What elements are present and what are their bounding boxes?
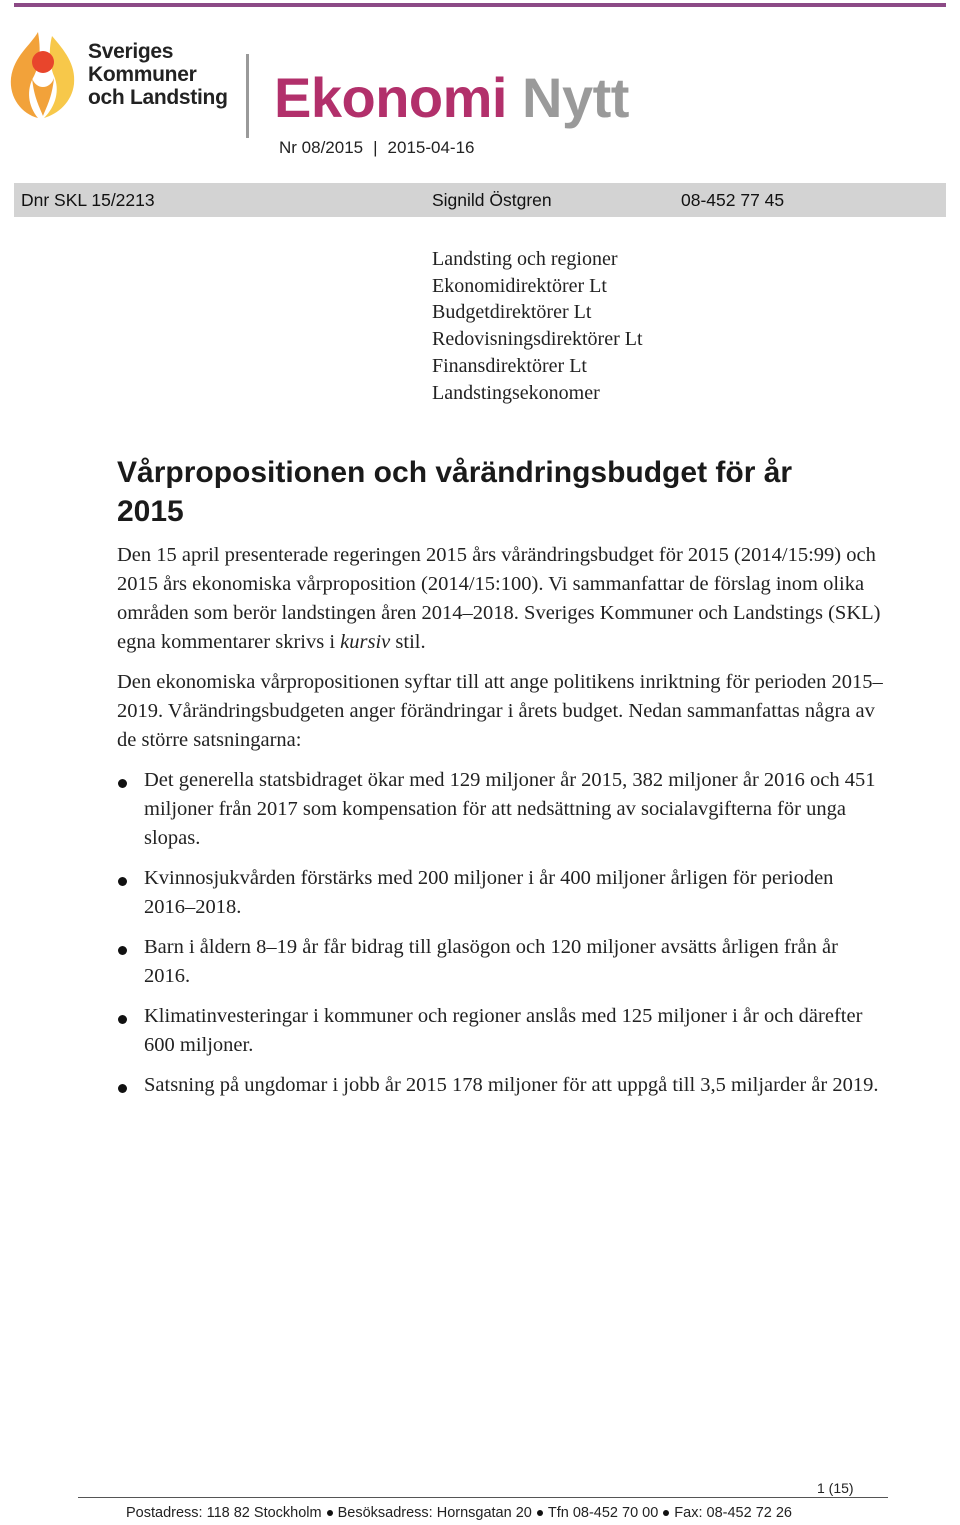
skl-logo	[8, 28, 238, 124]
list-item: Det generella statsbidraget ökar med 129 miljoner år 2015, 382 miljoner år 2016 och 451 miljoner från 2017 som kompensation för att nedsättning av socialavgifterna för unga slopas.	[117, 766, 887, 853]
recipient: Ekonomidirektörer Lt	[432, 274, 607, 297]
document-number: Dnr SKL 15/2213	[21, 190, 155, 210]
visiting-address: Besöksadress: Hornsgatan 20	[337, 1505, 532, 1521]
bullet-separator-icon	[327, 1510, 333, 1516]
bullet-separator-icon	[537, 1510, 543, 1516]
recipient: Finansdirektörer Lt	[432, 354, 587, 377]
recipient-list	[432, 246, 643, 406]
issue-line	[279, 138, 475, 158]
brand-nytt: Nytt	[522, 66, 629, 129]
logo-wordmark: Sveriges Kommuner och Landsting	[88, 40, 228, 109]
bullet-icon	[118, 1015, 127, 1024]
footer-phone: Tfn 08-452 70 00	[547, 1505, 659, 1521]
list-item: Klimatinvesteringar i kommuner och regioner anslås med 125 miljoner i år och därefter 600 miljoner.	[117, 1002, 887, 1060]
paragraph: Den ekonomiska vårpropositionen syftar till att ange politikens inriktning för perioden 2015–2019. Vårändringsbudgeten anger förändringar i årets budget. Nedan sammanfattas några av de större satsningarna:	[117, 671, 883, 751]
bullet-icon	[118, 877, 127, 886]
list-item: Kvinnosjukvården förstärks med 200 miljoner i år 400 miljoner årligen för perioden 2016–2018.	[117, 864, 887, 922]
skl-flame-icon	[8, 28, 83, 120]
contact-name: Signild Östgren	[432, 190, 552, 210]
footer-rule	[78, 1497, 888, 1498]
issue-date: 2015-04-16	[387, 138, 475, 157]
document-info-bar	[14, 183, 946, 217]
bullet-icon	[118, 946, 127, 955]
list-item: Barn i åldern 8–19 år får bidrag till glasögon och 120 miljoner avsätts årligen från år 2016.	[117, 933, 887, 991]
recipient: Budgetdirektörer Lt	[432, 301, 592, 324]
bullet-separator-icon	[663, 1510, 669, 1516]
bullet-icon	[118, 1084, 127, 1093]
italic-word: kursiv	[340, 631, 391, 653]
intro-paragraph: Den 15 april presenterade regeringen 2015 års vårändringsbudget för 2015 (2014/15:99) och 2015 års ekonomiska vårproposition (2014/15:100). Vi sammanfattar de förslag inom olika områden som berör landstingen åren 2014–2018. Sveriges Kommuner och Landstings (SKL) egna kommentarer skrivs i kursiv stil.	[117, 544, 881, 653]
top-rule	[14, 3, 946, 7]
newsletter-title	[274, 66, 629, 130]
article-title: Vårpropositionen och vårändringsbudget för år 2015	[117, 456, 793, 528]
article-body	[117, 541, 887, 1111]
recipient: Landsting och regioner	[432, 248, 618, 270]
brand-ekonomi: Ekonomi	[274, 66, 507, 129]
bullet-icon	[118, 779, 127, 788]
footer-fax: Fax: 08-452 72 26	[674, 1505, 792, 1521]
recipient: Redovisningsdirektörer Lt	[432, 328, 643, 351]
contact-phone: 08-452 77 45	[681, 190, 785, 210]
issue-number: Nr 08/2015	[279, 138, 364, 157]
bullet-list	[117, 766, 887, 1100]
issue-separator: |	[373, 138, 378, 157]
postal-address: Postadress: 118 82 Stockholm	[126, 1505, 322, 1521]
list-item: Satsning på ungdomar i jobb år 2015 178 miljoner för att uppgå till 3,5 miljarder år 2019.	[117, 1071, 887, 1100]
footer-address	[126, 1505, 792, 1521]
page-number: 1 (15)	[817, 1480, 854, 1496]
recipient: Landstingsekonomer	[432, 381, 600, 404]
header-divider	[246, 54, 249, 138]
